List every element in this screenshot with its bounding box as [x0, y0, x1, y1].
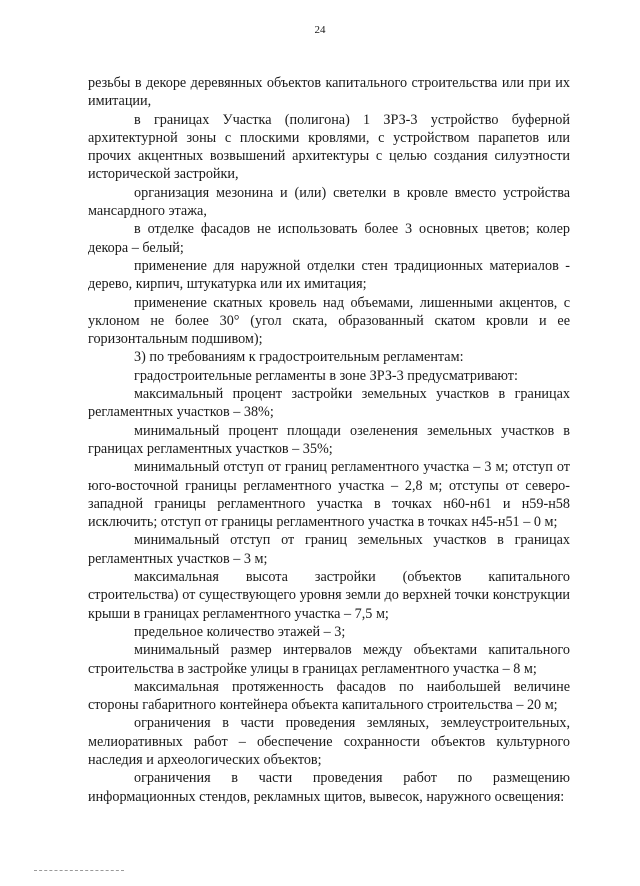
paragraph: градостроительные регламенты в зоне ЗРЗ-3 предусматривают: [134, 367, 518, 384]
paragraph: максимальная высота застройки (объектов капитального строительства) от существующего уровня земли до верхней точки конструкции крыши в границах регламентного участка – 7,5 м; [88, 569, 570, 622]
paragraph: в границах Участка (полигона) 1 ЗРЗ-3 устройство буферной архитектурной зоны с плоскими кровлями, с устройством парапетов или прочих акцентных возвышений архитектуры с целью создания силуэтности исторической застройки, [88, 111, 570, 183]
paragraph: ограничения в части проведения земляных, землеустроительных, мелиоративных работ – обеспечение сохранности объектов культурного наследия и археологических объектов; [88, 715, 570, 768]
paragraph: в отделке фасадов не использовать более 3 основных цветов; колер декора – белый; [88, 221, 570, 256]
paragraph: ограничения в части проведения работ по размещению информационных стендов, рекламных щитов, вывесок, наружного освещения: [88, 770, 570, 805]
paragraph: предельное количество этажей – 3; [134, 623, 346, 640]
paragraph: 3) по требованиям к градостроительным регламентам: [134, 349, 464, 366]
document-body [88, 74, 570, 806]
paragraph: минимальный отступ от границ регламентного участка – 3 м; отступ от юго-восточной границы регламентного участка – 2,8 м; отступы от северо-западной границы регламентного участка в точках н60-н61 и н59-н58 исключить; отступ от границы регламентного участка в точках н45-н51 – 0 м; [88, 459, 570, 531]
paragraph: резьбы в декоре деревянных объектов капитального строительства или при их имитации, [88, 75, 570, 110]
paragraph: минимальный размер интервалов между объектами капитального строительства в застройке улицы в границах регламентного участка – 8 м; [88, 642, 570, 677]
page-number: 24 [314, 24, 326, 36]
scan-artifact-line [34, 870, 124, 871]
paragraph: организация мезонина и (или) светелки в кровле вместо устройства мансардного этажа, [88, 184, 570, 220]
paragraph: минимальный отступ от границ земельных участков в границах регламентных участков – 3 м; [88, 532, 570, 567]
paragraph: максимальная протяженность фасадов по наибольшей величине стороны габаритного контейнера объекта капитального строительства – 20 м; [88, 678, 570, 714]
paragraph: применение скатных кровель над объемами, лишенными акцентов, с уклоном не более 30° (угол ската, образованный скатом кровли и ее горизонтальным подшивом); [88, 294, 570, 348]
paragraph: максимальный процент застройки земельных участков в границах регламентных участков – 38%; [88, 386, 570, 421]
paragraph: минимальный процент площади озеленения земельных участков в границах регламентных участков – 35%; [88, 422, 570, 457]
paragraph: применение для наружной отделки стен традиционных материалов - дерево, кирпич, штукатурка или их имитация; [88, 257, 570, 293]
